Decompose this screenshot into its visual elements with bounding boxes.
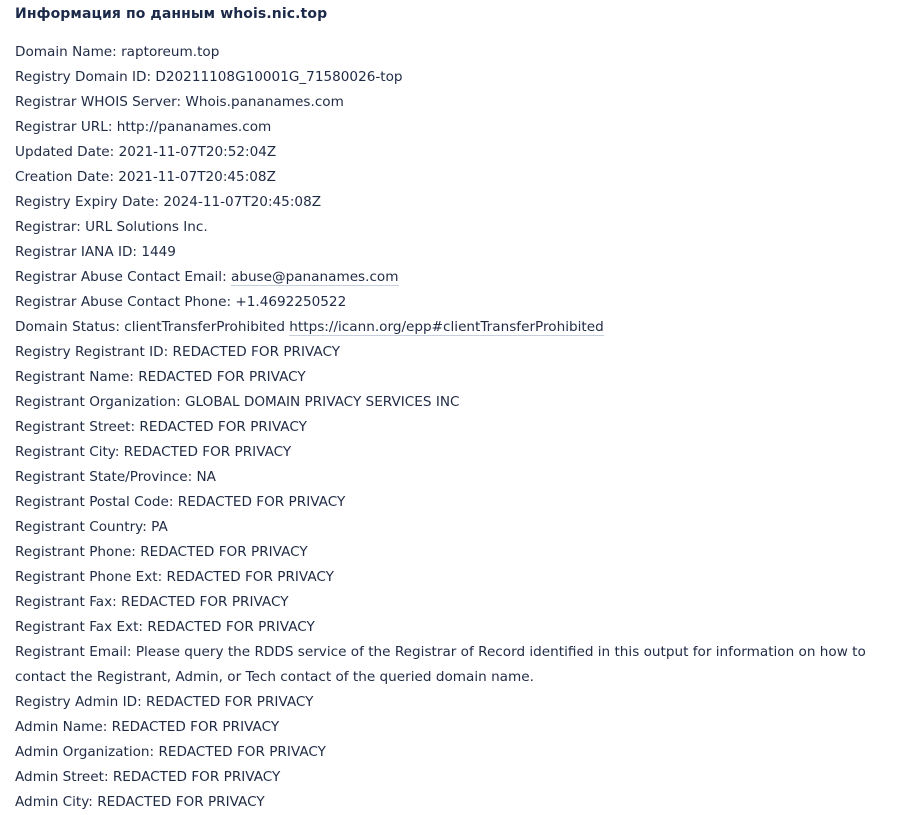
whois-line-admin-street: Admin Street: REDACTED FOR PRIVACY bbox=[15, 769, 281, 785]
whois-line-registrant-fax-ext: Registrant Fax Ext: REDACTED FOR PRIVACY bbox=[15, 619, 315, 635]
whois-line-registrar-url: Registrar URL: http://pananames.com bbox=[15, 119, 272, 135]
whois-line-registry-admin-id: Registry Admin ID: REDACTED FOR PRIVACY bbox=[15, 694, 314, 710]
domain-status-link[interactable]: https://icann.org/epp#clientTransferProhibited bbox=[289, 319, 604, 335]
whois-line-registry-registrant-id: Registry Registrant ID: REDACTED FOR PRIVACY bbox=[15, 344, 341, 360]
whois-line-admin-name: Admin Name: REDACTED FOR PRIVACY bbox=[15, 719, 280, 735]
whois-line-admin-city: Admin City: REDACTED FOR PRIVACY bbox=[15, 794, 265, 810]
whois-line-registrar-whois-server: Registrar WHOIS Server: Whois.pananames.com bbox=[15, 94, 344, 110]
whois-line-registrant-city: Registrant City: REDACTED FOR PRIVACY bbox=[15, 444, 292, 460]
whois-line-creation-date: Creation Date: 2021-11-07T20:45:08Z bbox=[15, 169, 276, 185]
whois-line-registrant-country: Registrant Country: PA bbox=[15, 519, 168, 535]
whois-line-abuse-phone: Registrar Abuse Contact Phone: +1.4692250522 bbox=[15, 294, 347, 310]
whois-line-registrant-name: Registrant Name: REDACTED FOR PRIVACY bbox=[15, 369, 306, 385]
abuse-email-label: Registrar Abuse Contact Email: bbox=[15, 269, 231, 285]
whois-line-registrant-fax: Registrant Fax: REDACTED FOR PRIVACY bbox=[15, 594, 289, 610]
whois-line-registrant-phone: Registrant Phone: REDACTED FOR PRIVACY bbox=[15, 544, 308, 560]
whois-line-registrant-organization: Registrant Organization: GLOBAL DOMAIN PRIVACY SERVICES INC bbox=[15, 394, 460, 410]
whois-line-registry-expiry-date: Registry Expiry Date: 2024-11-07T20:45:08Z bbox=[15, 194, 322, 210]
whois-line-domain-name: Domain Name: raptoreum.top bbox=[15, 44, 220, 60]
whois-line-updated-date: Updated Date: 2021-11-07T20:52:04Z bbox=[15, 144, 277, 160]
whois-line-admin-organization: Admin Organization: REDACTED FOR PRIVACY bbox=[15, 744, 326, 760]
whois-line-registrant-street: Registrant Street: REDACTED FOR PRIVACY bbox=[15, 419, 307, 435]
whois-record-list bbox=[15, 40, 893, 815]
whois-line-registrant-phone-ext: Registrant Phone Ext: REDACTED FOR PRIVACY bbox=[15, 569, 334, 585]
whois-line-registrant-postal-code: Registrant Postal Code: REDACTED FOR PRIVACY bbox=[15, 494, 346, 510]
whois-line-registry-domain-id: Registry Domain ID: D20211108G10001G_71580026-top bbox=[15, 69, 403, 85]
whois-line-registrant-email: Registrant Email: Please query the RDDS service of the Registrar of Record identified in this output for information on how to contact the Registrant, Admin, or Tech contact of the queried domain name. bbox=[15, 644, 866, 685]
whois-line-abuse-email bbox=[15, 265, 893, 290]
abuse-email-link[interactable]: abuse@pananames.com bbox=[230, 269, 399, 285]
whois-line-registrar: Registrar: URL Solutions Inc. bbox=[15, 219, 208, 235]
whois-line-registrar-iana-id: Registrar IANA ID: 1449 bbox=[15, 244, 176, 260]
whois-line-domain-status bbox=[15, 315, 893, 340]
domain-status-label: Domain Status: clientTransferProhibited bbox=[15, 319, 290, 335]
whois-title: Информация по данным whois.nic.top bbox=[15, 6, 328, 22]
whois-line-registrant-state: Registrant State/Province: NA bbox=[15, 469, 216, 485]
